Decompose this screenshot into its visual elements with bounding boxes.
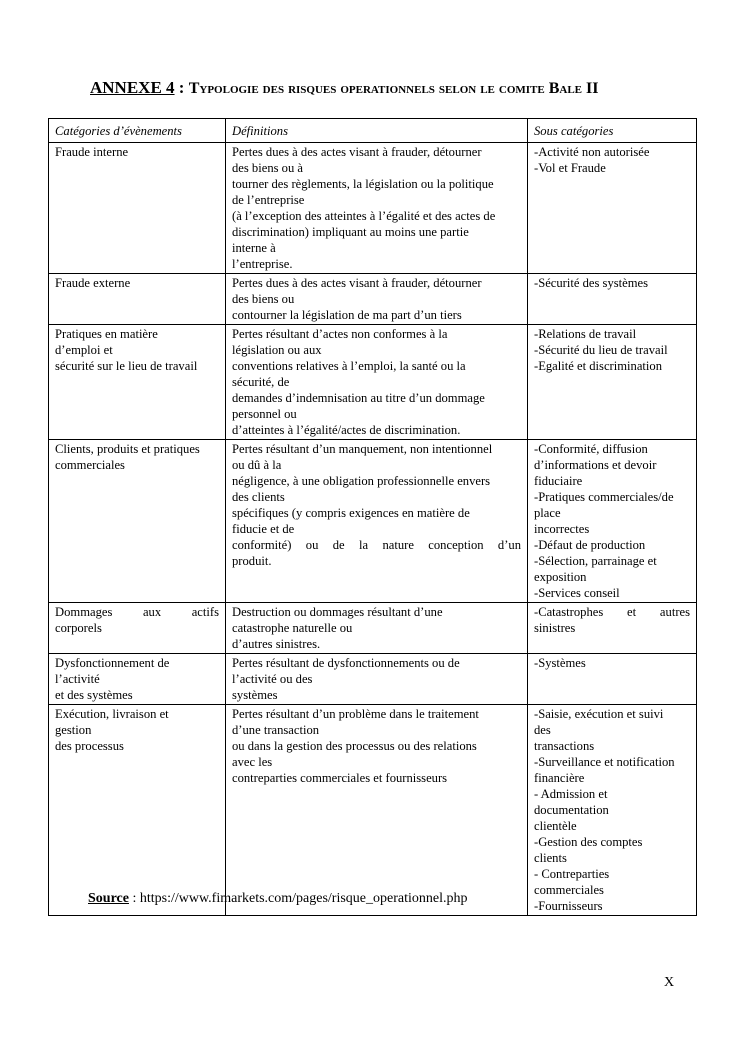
table-row (49, 440, 697, 603)
definition-line: Pertes résultant d’un manquement, non intentionnel (232, 442, 493, 456)
header-categories: Catégories d’évènements (49, 119, 226, 143)
definition-cell (226, 440, 528, 603)
category-cell (49, 603, 226, 654)
subcategory-line: clientèle (534, 819, 577, 833)
subcategory-line: - Contreparties (534, 867, 610, 881)
category-line: l’activité (55, 672, 100, 686)
header-definitions: Définitions (226, 119, 528, 143)
definition-cell (226, 654, 528, 705)
subcategory-line: incorrectes (534, 522, 590, 536)
definition-line: produit. (232, 554, 272, 568)
category-cell (49, 654, 226, 705)
definition-line: Pertes dues à des actes visant à frauder, détourner (232, 276, 482, 290)
subcategory-cell (528, 654, 697, 705)
subcategory-line: sinistres (534, 621, 576, 635)
definition-line: d’atteintes à l’égalité/actes de discrimination. (232, 423, 461, 437)
definition-line: Pertes résultant d’actes non conformes à la (232, 327, 448, 341)
definition-line: de l’entreprise (232, 193, 305, 207)
category-line: et des systèmes (55, 688, 133, 702)
category-line: gestion (55, 723, 92, 737)
definition-line: conformité) ou de la nature conception d’un (232, 538, 521, 552)
subcategory-cell (528, 143, 697, 274)
subcategory-line: -Catastrophes et autres (534, 605, 690, 619)
source-line (88, 891, 468, 907)
risk-typology-table (48, 118, 697, 916)
definition-cell (226, 274, 528, 325)
subcategory-line: financière (534, 771, 585, 785)
subcategory-line: -Surveillance et notification (534, 755, 675, 769)
subcategory-cell (528, 440, 697, 603)
subcategory-line: -Sécurité des systèmes (534, 276, 649, 290)
source-separator: : (128, 891, 140, 906)
subcategory-line: -Conformité, diffusion (534, 442, 648, 456)
subcategory-line: -Sécurité du lieu de travail (534, 343, 668, 357)
subcategory-line: -Vol et Fraude (534, 161, 606, 175)
category-line: Pratiques en matière (55, 327, 158, 341)
category-cell (49, 325, 226, 440)
subcategory-line: -Sélection, parrainage et (534, 554, 657, 568)
definition-line: (à l’exception des atteintes à l’égalité et des actes de (232, 209, 496, 223)
page-number: X (664, 975, 675, 990)
definition-line: fiducie et de (232, 522, 295, 536)
definition-line: des biens ou à (232, 161, 303, 175)
subcategory-line: -Relations de travail (534, 327, 637, 341)
category-line: Exécution, livraison et (55, 707, 169, 721)
category-line: Dysfonctionnement de (55, 656, 170, 670)
definition-line: Pertes résultant de dysfonctionnements ou de (232, 656, 460, 670)
definition-line: d’autres sinistres. (232, 637, 321, 651)
definition-line: contreparties commerciales et fournisseurs (232, 771, 448, 785)
subcategory-cell (528, 325, 697, 440)
subcategory-line: exposition (534, 570, 587, 584)
table-body (49, 143, 697, 916)
category-line: commerciales (55, 458, 125, 472)
subcategory-cell (528, 705, 697, 916)
subcategory-line: d’informations et devoir (534, 458, 657, 472)
definition-line: discrimination) impliquant au moins une partie (232, 225, 469, 239)
table-row (49, 705, 697, 916)
subcategory-line: -Gestion des comptes (534, 835, 643, 849)
subcategory-line: -Egalité et discrimination (534, 359, 662, 373)
subcategory-line: documentation (534, 803, 609, 817)
table-row (49, 325, 697, 440)
category-cell (49, 143, 226, 274)
category-cell (49, 705, 226, 916)
subcategory-line: fiduciaire (534, 474, 583, 488)
definition-cell (226, 143, 528, 274)
definition-line: conventions relatives à l’emploi, la santé ou la (232, 359, 466, 373)
subcategory-cell (528, 274, 697, 325)
definition-line: sécurité, de (232, 375, 290, 389)
definition-line: d’une transaction (232, 723, 320, 737)
category-line: Fraude externe (55, 276, 131, 290)
table-header-row (49, 119, 697, 143)
subcategory-line: place (534, 506, 561, 520)
subcategory-line: -Pratiques commerciales/de (534, 490, 674, 504)
source-label: Source (88, 891, 129, 906)
definition-cell (226, 325, 528, 440)
definition-line: Pertes résultant d’un problème dans le traitement (232, 707, 479, 721)
definition-line: ou dans la gestion des processus ou des relations (232, 739, 477, 753)
source-url: https://www.fimarkets.com/pages/risque_operationnel.php (139, 891, 468, 906)
subcategory-line: - Admission et (534, 787, 608, 801)
subcategory-line: -Services conseil (534, 586, 620, 600)
subcategory-cell (528, 603, 697, 654)
subcategory-line: des (534, 723, 551, 737)
table-row (49, 603, 697, 654)
page-title (90, 78, 710, 98)
definition-line: systèmes (232, 688, 278, 702)
definition-line: avec les (232, 755, 273, 769)
definition-line: demandes d’indemnisation au titre d’un dommage (232, 391, 485, 405)
subcategory-line: transactions (534, 739, 595, 753)
definition-line: négligence, à une obligation professionnelle envers (232, 474, 491, 488)
header-subcategories: Sous catégories (528, 119, 697, 143)
subcategory-line: -Saisie, exécution et suivi (534, 707, 664, 721)
subcategory-line: commerciales (534, 883, 604, 897)
definition-line: législation ou aux (232, 343, 322, 357)
definition-line: contourner la législation de ma part d’un tiers (232, 308, 462, 322)
title-separator: : (174, 78, 189, 97)
category-line: corporels (55, 621, 102, 635)
definition-line: Destruction ou dommages résultant d’une (232, 605, 443, 619)
title-text: Typologie des risques operationnels selon le comite Bale II (188, 80, 599, 97)
definition-line: catastrophe naturelle ou (232, 621, 353, 635)
definition-line: personnel ou (232, 407, 297, 421)
table-row (49, 654, 697, 705)
subcategory-line: clients (534, 851, 567, 865)
category-line: d’emploi et (55, 343, 113, 357)
subcategory-line: -Systèmes (534, 656, 586, 670)
definition-line: interne à (232, 241, 276, 255)
category-line: Dommages aux actifs (55, 605, 219, 619)
definition-line: ou dû à la (232, 458, 282, 472)
definition-line: tourner des règlements, la législation ou la politique (232, 177, 494, 191)
annexe-label: ANNEXE 4 (90, 78, 175, 97)
subcategory-line: -Activité non autorisée (534, 145, 650, 159)
category-line: Clients, produits et pratiques (55, 442, 200, 456)
category-cell (49, 274, 226, 325)
definition-line: des clients (232, 490, 285, 504)
subcategory-line: -Défaut de production (534, 538, 646, 552)
definition-cell (226, 603, 528, 654)
category-line: sécurité sur le lieu de travail (55, 359, 198, 373)
definition-line: spécifiques (y compris exigences en matière de (232, 506, 470, 520)
table-row (49, 143, 697, 274)
definition-line: l’activité ou des (232, 672, 313, 686)
definition-line: Pertes dues à des actes visant à frauder, détourner (232, 145, 482, 159)
definition-line: des biens ou (232, 292, 295, 306)
category-line: des processus (55, 739, 124, 753)
definition-cell (226, 705, 528, 916)
category-line: Fraude interne (55, 145, 129, 159)
subcategory-line: -Fournisseurs (534, 899, 603, 913)
table-row (49, 274, 697, 325)
definition-line: l’entreprise. (232, 257, 293, 271)
category-cell (49, 440, 226, 603)
